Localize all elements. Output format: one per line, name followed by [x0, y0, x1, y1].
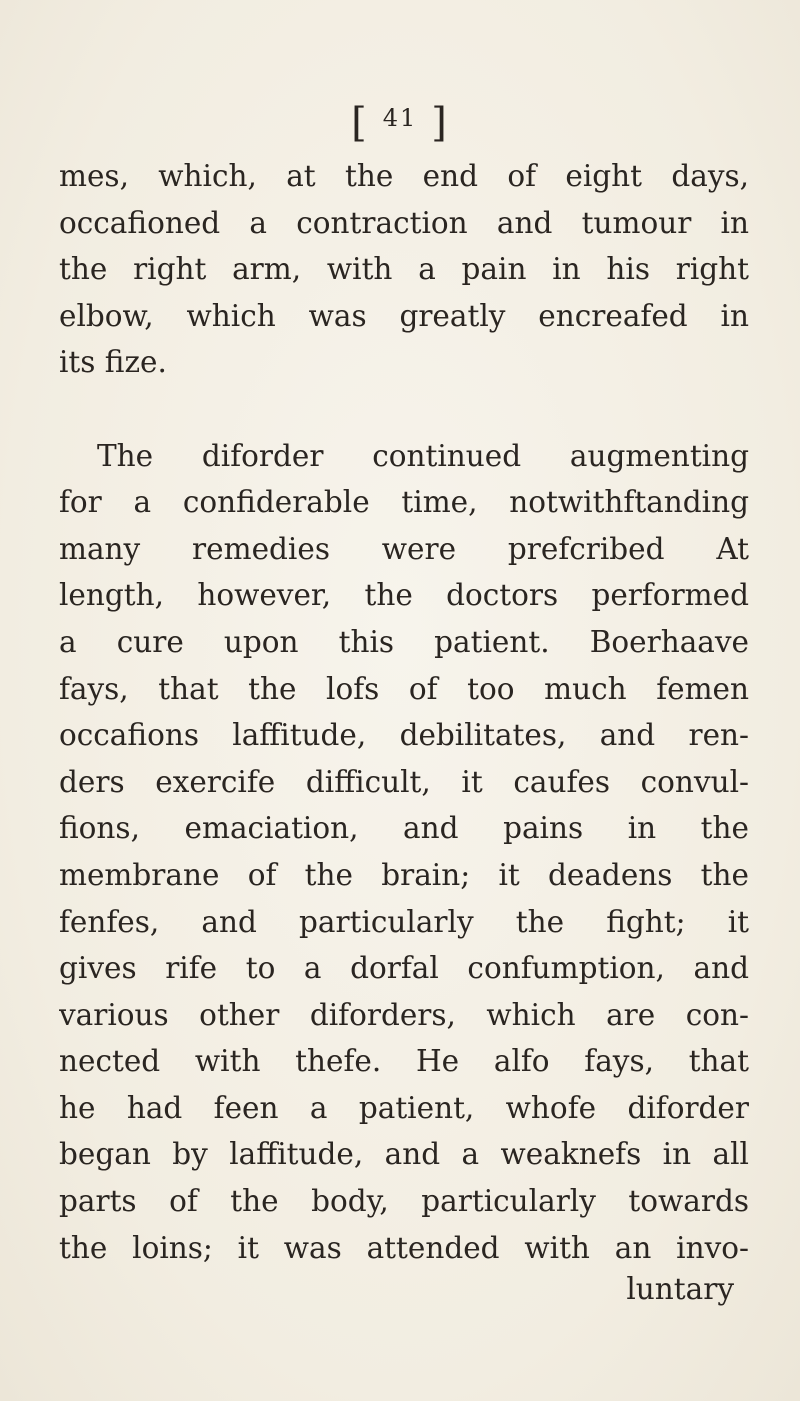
text-line: for a confiderable time, notwithftanding — [59, 485, 749, 520]
text-line: parts of the body, particularly towards — [59, 1184, 749, 1219]
text-line: nected with thefe. He alfo fays, that — [59, 1044, 749, 1079]
text-line: fenfes, and particularly the fight; it — [59, 904, 749, 939]
text-line: ders exercife difficult, it caufes convul- — [59, 764, 749, 799]
text-line: the right arm, with a pain in his right — [59, 252, 749, 287]
text-line: he had feen a patient, whofe diforder — [59, 1090, 749, 1125]
text-line: mes, which, at the end of eight days, — [59, 159, 749, 193]
text-line: its fize. — [59, 345, 167, 380]
paragraph-gap — [59, 386, 749, 433]
text-line: fions, emaciation, and pains in the — [59, 811, 749, 846]
text-line: began by laffitude, and a weaknefs in all — [59, 1137, 749, 1172]
catchword: luntary — [626, 1272, 734, 1306]
page-header — [0, 100, 800, 146]
text-line: length, however, the doctors performed — [59, 578, 749, 613]
text-line: fays, that the lofs of too much femen — [59, 671, 749, 706]
header-bracket-close: ] — [431, 100, 449, 146]
text-line: the loins; it was attended with an invo- — [59, 1230, 749, 1265]
text-line: occafions laffitude, debilitates, and ren- — [59, 718, 749, 753]
text-line: membrane of the brain; it deadens the — [59, 857, 749, 892]
text-line: occafioned a contraction and tumour in — [59, 205, 749, 240]
text-line: elbow, which was greatly encreafed in — [59, 298, 749, 333]
paragraph-first-line: The diforder continued augmenting — [97, 438, 749, 473]
header-bracket-open: [ — [351, 100, 369, 146]
text-line: a cure upon this patient. Boerhaave — [59, 624, 749, 659]
text-line: many remedies were prefcribed At — [59, 531, 749, 566]
text-line: various other diforders, which are con- — [59, 997, 749, 1032]
page-number: 41 — [382, 104, 418, 132]
text-line: gives rife to a dorfal confumption, and — [59, 951, 749, 986]
page-body-text — [59, 153, 749, 1271]
